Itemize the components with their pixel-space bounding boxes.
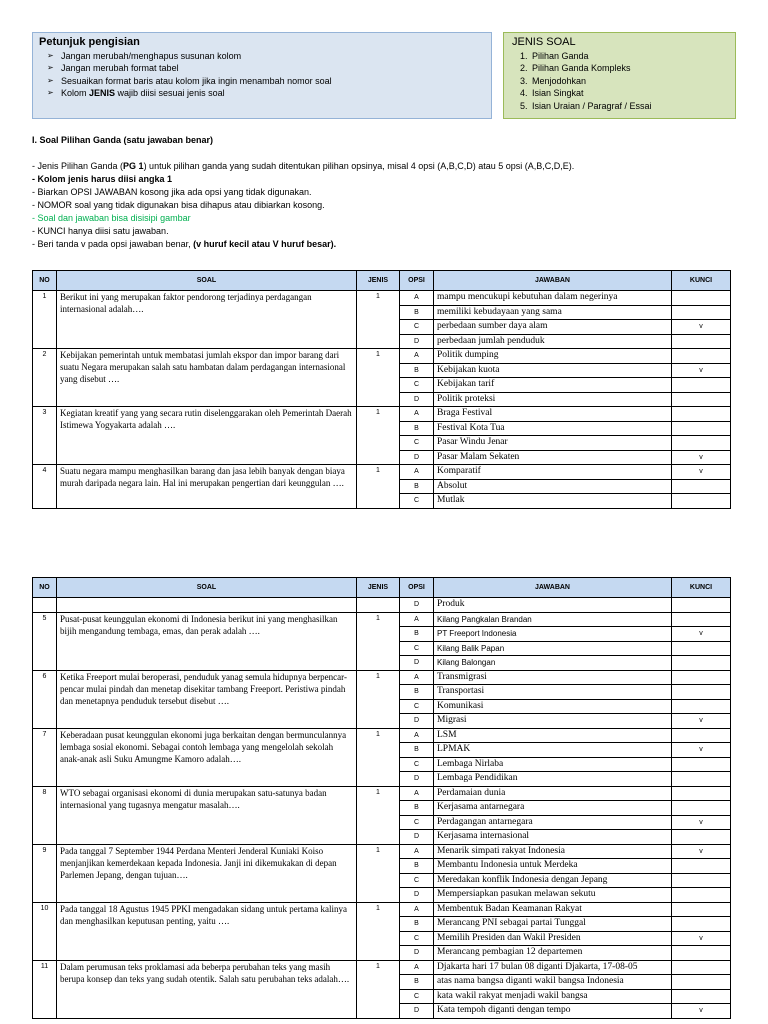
answer-key: [672, 728, 731, 743]
answer-key: [672, 975, 731, 990]
question-text: Kebijakan pemerintah untuk membatasi jumlah ekspor dan impor barang dari suatu Negara merupakan salah satu hambatan dalam perdagangan internasional yang disebut ….: [57, 349, 357, 407]
option-letter: A: [400, 960, 434, 975]
petunjuk-item: [61, 87, 485, 100]
petunjuk-item: ➢ Jangan merubah format tabel: [61, 62, 485, 75]
answer-key: v: [672, 363, 731, 378]
option-row: [33, 902, 731, 917]
option-answer: Djakarta hari 17 bulan 08 diganti Djakarta, 17-08-05: [434, 960, 672, 975]
option-letter: A: [400, 291, 434, 306]
question-text: Kegiatan kreatif yang yang secara rutin diselenggarakan oleh Pemerintah Daerah Istimewa Yogyakarta adalah ….: [57, 407, 357, 465]
option-row: [33, 844, 731, 859]
option-letter: D: [400, 656, 434, 671]
question-number: 6: [33, 670, 57, 728]
answer-key: v: [672, 714, 731, 729]
question-type: 1: [357, 291, 400, 349]
question-table-1: [32, 270, 731, 509]
question-text: Ketika Freeport mulai beroperasi, penduduk yanag semula hidupnya berpencar-pencar mulai pindah dan menetap disekitar tambang Freeport. Peristiwa pindah dan menetapnya penduduk tersebut disebut ….: [57, 670, 357, 728]
option-answer: Transmigrasi: [434, 670, 672, 685]
header-kunci: KUNCI: [672, 578, 731, 598]
instruction-text: ) untuk pilihan ganda yang sudah ditentukan pilihan opsinya, misal 4 opsi (A,B,C,D) atau 5 opsi (A,B,C,D,E).: [143, 161, 575, 171]
answer-key: v: [672, 627, 731, 642]
option-answer: Kebijakan kuota: [434, 363, 672, 378]
option-answer: Lembaga Pendidikan: [434, 772, 672, 787]
option-letter: D: [400, 1004, 434, 1019]
question-number: [33, 598, 57, 613]
option-answer: Kilang Balongan: [434, 656, 672, 671]
question-number: 11: [33, 960, 57, 1018]
question-number: 4: [33, 465, 57, 509]
option-letter: C: [400, 815, 434, 830]
question-type: 1: [357, 349, 400, 407]
option-row: [33, 960, 731, 975]
header-jenis: JENIS: [357, 578, 400, 598]
option-answer: PT Freeport Indonesia: [434, 627, 672, 642]
option-row: [33, 291, 731, 306]
answer-key: v: [672, 450, 731, 465]
option-letter: D: [400, 830, 434, 845]
answer-key: [672, 598, 731, 613]
option-answer: Politik dumping: [434, 349, 672, 364]
question-type: 1: [357, 786, 400, 844]
option-answer: Merancang pembagian 12 departemen: [434, 946, 672, 961]
option-letter: B: [400, 975, 434, 990]
option-row: [33, 465, 731, 480]
option-letter: B: [400, 305, 434, 320]
option-letter: A: [400, 465, 434, 480]
answer-key: [672, 685, 731, 700]
header-soal: SOAL: [57, 578, 357, 598]
option-letter: D: [400, 450, 434, 465]
header-opsi: OPSI: [400, 578, 434, 598]
question-type: 1: [357, 465, 400, 509]
answer-key: [672, 917, 731, 932]
option-letter: D: [400, 334, 434, 349]
option-letter: A: [400, 407, 434, 422]
option-letter: C: [400, 931, 434, 946]
answer-key: [672, 479, 731, 494]
option-letter: A: [400, 786, 434, 801]
option-answer: kata wakil rakyat menjadi wakil bangsa: [434, 989, 672, 1004]
question-number: 3: [33, 407, 57, 465]
instruction-line: - NOMOR soal yang tidak digunakan bisa dihapus atau dibiarkan kosong.: [32, 200, 325, 210]
answer-key: v: [672, 465, 731, 480]
option-letter: C: [400, 873, 434, 888]
option-letter: D: [400, 392, 434, 407]
option-answer: Politik proteksi: [434, 392, 672, 407]
option-letter: B: [400, 859, 434, 874]
instruction-bold: (v huruf kecil atau V huruf besar).: [193, 239, 337, 249]
petunjuk-bold: JENIS: [89, 88, 116, 98]
option-answer: Mutlak: [434, 494, 672, 509]
answer-key: [672, 830, 731, 845]
question-number: 1: [33, 291, 57, 349]
option-answer: Kilang Pangkalan Brandan: [434, 612, 672, 627]
petunjuk-item: ➢ Sesuaikan format baris atau kolom jika ingin menambah nomor soal: [61, 75, 485, 88]
answer-key: [672, 989, 731, 1004]
option-answer: Komparatif: [434, 465, 672, 480]
question-text: Pada tanggal 18 Agustus 1945 PPKI mengadakan sidang untuk pertama kalinya dan menghasilkan keputusan penting, yaitu ….: [57, 902, 357, 960]
option-answer: Komunikasi: [434, 699, 672, 714]
option-answer: memiliki kebudayaan yang sama: [434, 305, 672, 320]
question-type: 1: [357, 612, 400, 670]
option-letter: D: [400, 598, 434, 613]
option-row: [33, 407, 731, 422]
option-answer: Kerjasama antarnegara: [434, 801, 672, 816]
section-heading: I. Soal Pilihan Ganda (satu jawaban benar): [32, 135, 214, 145]
option-answer: Festival Kota Tua: [434, 421, 672, 436]
answer-key: [672, 421, 731, 436]
option-letter: A: [400, 728, 434, 743]
instruction-line: [32, 173, 732, 186]
petunjuk-title: Petunjuk pengisian: [39, 36, 140, 48]
question-text: Berikut ini yang merupakan faktor pendorong terjadinya perdagangan internasional adalah….: [57, 291, 357, 349]
answer-key: [672, 960, 731, 975]
answer-key: [672, 946, 731, 961]
answer-key: [672, 859, 731, 874]
answer-key: [672, 641, 731, 656]
option-letter: C: [400, 757, 434, 772]
option-row: [33, 612, 731, 627]
option-answer: Lembaga Nirlaba: [434, 757, 672, 772]
header-soal: SOAL: [57, 271, 357, 291]
option-letter: B: [400, 743, 434, 758]
option-answer: perbedaan jumlah penduduk: [434, 334, 672, 349]
question-text: [57, 598, 357, 613]
option-answer: Transportasi: [434, 685, 672, 700]
option-letter: B: [400, 479, 434, 494]
option-answer: Merancang PNI sebagai partai Tunggal: [434, 917, 672, 932]
option-row: [33, 670, 731, 685]
option-letter: C: [400, 989, 434, 1004]
question-table-2: [32, 577, 731, 1019]
option-answer: Kata tempoh diganti dengan tempo: [434, 1004, 672, 1019]
option-answer: Kilang Balik Papan: [434, 641, 672, 656]
jenis-soal-item: 1. Pilihan Ganda: [530, 50, 727, 63]
header-jenis: JENIS: [357, 271, 400, 291]
option-letter: A: [400, 902, 434, 917]
option-answer: Mempersiapkan pasukan melawan sekutu: [434, 888, 672, 903]
option-answer: Memilih Presiden dan Wakil Presiden: [434, 931, 672, 946]
answer-key: v: [672, 931, 731, 946]
option-letter: D: [400, 714, 434, 729]
jenis-soal-title: JENIS SOAL: [512, 36, 576, 48]
answer-key: v: [672, 1004, 731, 1019]
question-number: 10: [33, 902, 57, 960]
option-letter: C: [400, 699, 434, 714]
answer-key: [672, 334, 731, 349]
option-answer: atas nama bangsa diganti wakil bangsa Indonesia: [434, 975, 672, 990]
question-type: 1: [357, 407, 400, 465]
answer-key: [672, 786, 731, 801]
instruction-text: - Beri tanda v pada opsi jawaban benar,: [32, 239, 194, 249]
answer-key: [672, 436, 731, 451]
option-answer: LPMAK: [434, 743, 672, 758]
jenis-soal-list: [512, 50, 727, 113]
answer-key: [672, 392, 731, 407]
answer-key: [672, 291, 731, 306]
question-text: Suatu negara mampu menghasilkan barang dan jasa lebih banyak dengan biaya murah daripada negara lain. Hal ini merupakan pengertian dari keunggulan ….: [57, 465, 357, 509]
option-answer: Perdagangan antarnegara: [434, 815, 672, 830]
question-text: Dalam perumusan teks proklamasi ada beberpa perubahan teks yang masih berupa konsep dan teks yang sudah otentik. Salah satu perubahan teks adalah….: [57, 960, 357, 1018]
instruction-line: [32, 160, 732, 173]
option-answer: Membantu Indonesia untuk Merdeka: [434, 859, 672, 874]
option-answer: LSM: [434, 728, 672, 743]
option-letter: D: [400, 888, 434, 903]
option-letter: B: [400, 685, 434, 700]
answer-key: [672, 305, 731, 320]
answer-key: [672, 888, 731, 903]
section-instructions: [32, 134, 732, 251]
header-no: NO: [33, 271, 57, 291]
jenis-soal-item: 3. Menjodohkan: [530, 75, 727, 88]
option-answer: Pasar Windu Jenar: [434, 436, 672, 451]
option-letter: C: [400, 494, 434, 509]
instruction-bold: PG 1: [123, 161, 144, 171]
answer-key: v: [672, 844, 731, 859]
instruction-line: - Biarkan OPSI JAWABAN kosong jika ada opsi yang tidak digunakan.: [32, 187, 312, 197]
answer-key: [672, 378, 731, 393]
header-jawaban: JAWABAN: [434, 578, 672, 598]
answer-key: [672, 772, 731, 787]
answer-key: [672, 902, 731, 917]
question-type: 1: [357, 902, 400, 960]
instruction-text: - Jenis Pilihan Ganda (: [32, 161, 124, 171]
option-row: [33, 349, 731, 364]
option-letter: A: [400, 349, 434, 364]
answer-key: [672, 494, 731, 509]
answer-key: [672, 873, 731, 888]
option-letter: D: [400, 946, 434, 961]
petunjuk-box: [32, 32, 492, 119]
option-letter: A: [400, 844, 434, 859]
option-answer: Migrasi: [434, 714, 672, 729]
answer-key: v: [672, 815, 731, 830]
answer-key: [672, 801, 731, 816]
option-letter: C: [400, 641, 434, 656]
question-type: 1: [357, 728, 400, 786]
question-text: Keberadaan pusat keunggulan ekonomi juga berkaitan dengan bermunculannya lembaga sosial ekonomi. Sebagai contoh lembaga yang mengelolah sekolah anak-anak asli Suku Amungme Kamoro adalah….: [57, 728, 357, 786]
option-letter: B: [400, 917, 434, 932]
option-row: [33, 598, 731, 613]
question-text: Pada tanggal 7 September 1944 Perdana Menteri Jenderal Kuniaki Koiso menjanjikan kemerdekaan kepada Indonesia. Janji ini dikemukakan di depan Parlemen Jepang, dengan tujuan….: [57, 844, 357, 902]
table-header-row: [33, 578, 731, 598]
answer-key: [672, 670, 731, 685]
header-opsi: OPSI: [400, 271, 434, 291]
table-body: [33, 291, 731, 509]
answer-key: v: [672, 320, 731, 335]
jenis-soal-item: 5. Isian Uraian / Paragraf / Essai: [530, 100, 727, 113]
instruction-line: - KUNCI hanya diisi satu jawaban.: [32, 226, 169, 236]
header-jawaban: JAWABAN: [434, 271, 672, 291]
option-answer: perbedaan sumber daya alam: [434, 320, 672, 335]
petunjuk-text: Kolom: [61, 88, 90, 98]
option-letter: C: [400, 378, 434, 393]
question-number: 7: [33, 728, 57, 786]
option-answer: Membentuk Badan Keamanan Rakyat: [434, 902, 672, 917]
answer-key: [672, 656, 731, 671]
option-answer: mampu mencukupi kebutuhan dalam negerinya: [434, 291, 672, 306]
option-answer: Braga Festival: [434, 407, 672, 422]
question-number: 8: [33, 786, 57, 844]
option-letter: B: [400, 421, 434, 436]
option-answer: Kebijakan tarif: [434, 378, 672, 393]
option-answer: Meredakan konflik Indonesia dengan Jepang: [434, 873, 672, 888]
petunjuk-list: [39, 50, 485, 100]
table-header-row: [33, 271, 731, 291]
option-row: [33, 786, 731, 801]
question-type: 1: [357, 844, 400, 902]
header-kunci: KUNCI: [672, 271, 731, 291]
table-body: [33, 598, 731, 1019]
option-answer: Pasar Malam Sekaten: [434, 450, 672, 465]
header-no: NO: [33, 578, 57, 598]
answer-key: [672, 699, 731, 714]
option-letter: B: [400, 363, 434, 378]
instruction-line: [32, 238, 732, 251]
option-letter: A: [400, 612, 434, 627]
option-letter: B: [400, 627, 434, 642]
petunjuk-text: wajib diisi sesuai jenis soal: [115, 88, 225, 98]
instruction-line: - Soal dan jawaban bisa disisipi gambar: [32, 213, 191, 223]
option-letter: B: [400, 801, 434, 816]
answer-key: [672, 612, 731, 627]
option-answer: Menarik simpati rakyat Indonesia: [434, 844, 672, 859]
option-answer: Produk: [434, 598, 672, 613]
jenis-soal-item: 2. Pilihan Ganda Kompleks: [530, 62, 727, 75]
question-text: Pusat-pusat keunggulan ekonomi di Indonesia berikut ini yang menghasilkan bijih mengandung tembaga, emas, dan perak adalah ….: [57, 612, 357, 670]
option-answer: Absolut: [434, 479, 672, 494]
jenis-soal-box: [503, 32, 736, 119]
answer-key: [672, 407, 731, 422]
option-letter: D: [400, 772, 434, 787]
option-answer: Perdamaian dunia: [434, 786, 672, 801]
answer-key: [672, 349, 731, 364]
petunjuk-item: ➢ Jangan merubah/menghapus susunan kolom: [61, 50, 485, 63]
question-number: 9: [33, 844, 57, 902]
option-answer: Kerjasama internasional: [434, 830, 672, 845]
option-letter: C: [400, 436, 434, 451]
instruction-bold: - Kolom jenis harus diisi angka 1: [32, 174, 173, 184]
answer-key: v: [672, 743, 731, 758]
jenis-soal-item: 4. Isian Singkat: [530, 87, 727, 100]
option-letter: A: [400, 670, 434, 685]
answer-key: [672, 757, 731, 772]
option-row: [33, 728, 731, 743]
question-number: 2: [33, 349, 57, 407]
question-number: 5: [33, 612, 57, 670]
question-type: 1: [357, 960, 400, 1018]
question-type: [357, 598, 400, 613]
option-letter: C: [400, 320, 434, 335]
question-type: 1: [357, 670, 400, 728]
question-text: WTO sebagai organisasi ekonomi di dunia merupakan satu-satunya badan internasional yang tugasnya mengatur masalah….: [57, 786, 357, 844]
